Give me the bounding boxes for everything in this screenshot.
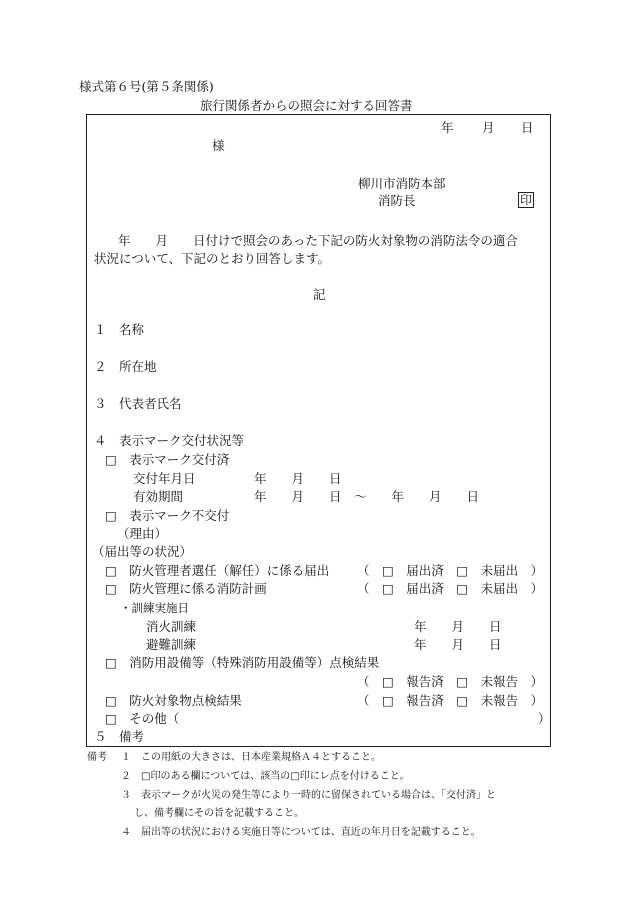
addressee-suffix: 様 (212, 138, 225, 153)
date-year-label: 年 (441, 120, 454, 135)
equipment-inspection-options: （ □ 報告済 □ 未報告 ） (357, 674, 544, 689)
notes-label: 備考 (87, 752, 107, 763)
manager-appointment-row: □ 防火管理者選任（解任）に係る届出 (105, 563, 330, 578)
evacuation-drill-label: 避難訓練 (146, 637, 197, 652)
item-remarks: ５ 備考 (94, 729, 145, 744)
date-day-label: 日 (521, 120, 534, 135)
form-title: 旅行関係者からの照会に対する回答書 (200, 98, 413, 113)
seal-box: 印 (519, 193, 532, 207)
sender-organization: 柳川市消防本部 (358, 176, 446, 191)
equipment-inspection-row: □ 消防用設備等（特殊消防用設備等）点検結果 (105, 655, 380, 670)
property-inspection-row: □ 防火対象物点検結果 (105, 693, 242, 708)
property-inspection-options: （ □ 報告済 □ 未報告 ） (357, 693, 544, 708)
evacuation-drill-date: 年 月 日 (414, 637, 502, 652)
validity-label: 有効期間 (133, 489, 184, 504)
reason-label: （理由） (117, 526, 168, 541)
extinguish-drill-date: 年 月 日 (414, 619, 502, 634)
ki-heading: 記 (313, 287, 326, 302)
note-4: ４ 届出等の状況における実施日等については、直近の年月日を記載すること。 (121, 827, 481, 838)
mark-issued-checkbox: □ 表示マーク交付済 (105, 452, 230, 467)
note-3a: ３ 表示マークが火災の発生等により一時的に留保されている場合は、「交付済」と (121, 790, 496, 801)
note-3b: し、備考欄にその旨を記載すること。 (134, 808, 304, 819)
fire-plan-options: （ □ 届出済 □ 未届出 ） (357, 581, 544, 596)
date-month-label: 月 (482, 120, 495, 135)
item-name: １ 名称 (94, 322, 145, 337)
filing-heading: （届出等の状況） (92, 544, 193, 559)
form-number: 様式第６号(第５条関係) (79, 79, 214, 94)
other-row: □ その他（ (105, 711, 180, 726)
intro-line-1: 年 月 日付けで照会のあった下記の防火対象物の消防法令の適合 (118, 233, 518, 248)
issue-date-label: 交付年月日 (133, 471, 196, 486)
manager-appointment-options: （ □ 届出済 □ 未届出 ） (357, 563, 544, 578)
item-mark-status: ４ 表示マーク交付状況等 (94, 433, 245, 448)
mark-not-issued-checkbox: □ 表示マーク不交付 (105, 508, 230, 523)
note-2: ２ □印のある欄については、該当の□印にレ点を付けること。 (121, 771, 410, 782)
issue-date-value: 年 月 日 (254, 471, 342, 486)
other-row-close: ） (538, 711, 551, 726)
note-1: １ この用紙の大きさは、日本産業規格Ａ４とすること。 (121, 752, 381, 763)
sender-position: 消防長 (378, 193, 416, 208)
item-representative: ３ 代表者氏名 (94, 396, 182, 411)
item-location: ２ 所在地 (94, 359, 157, 374)
fire-plan-row: □ 防火管理に係る消防計画 (105, 581, 267, 596)
form-frame (86, 114, 551, 747)
validity-value: 年 月 日 ～ 年 月 日 (254, 489, 480, 504)
extinguish-drill-label: 消火訓練 (146, 619, 197, 634)
drill-heading: ・訓練実施日 (120, 601, 189, 615)
intro-line-2: 状況について、下記のとおり回答します。 (94, 251, 331, 266)
